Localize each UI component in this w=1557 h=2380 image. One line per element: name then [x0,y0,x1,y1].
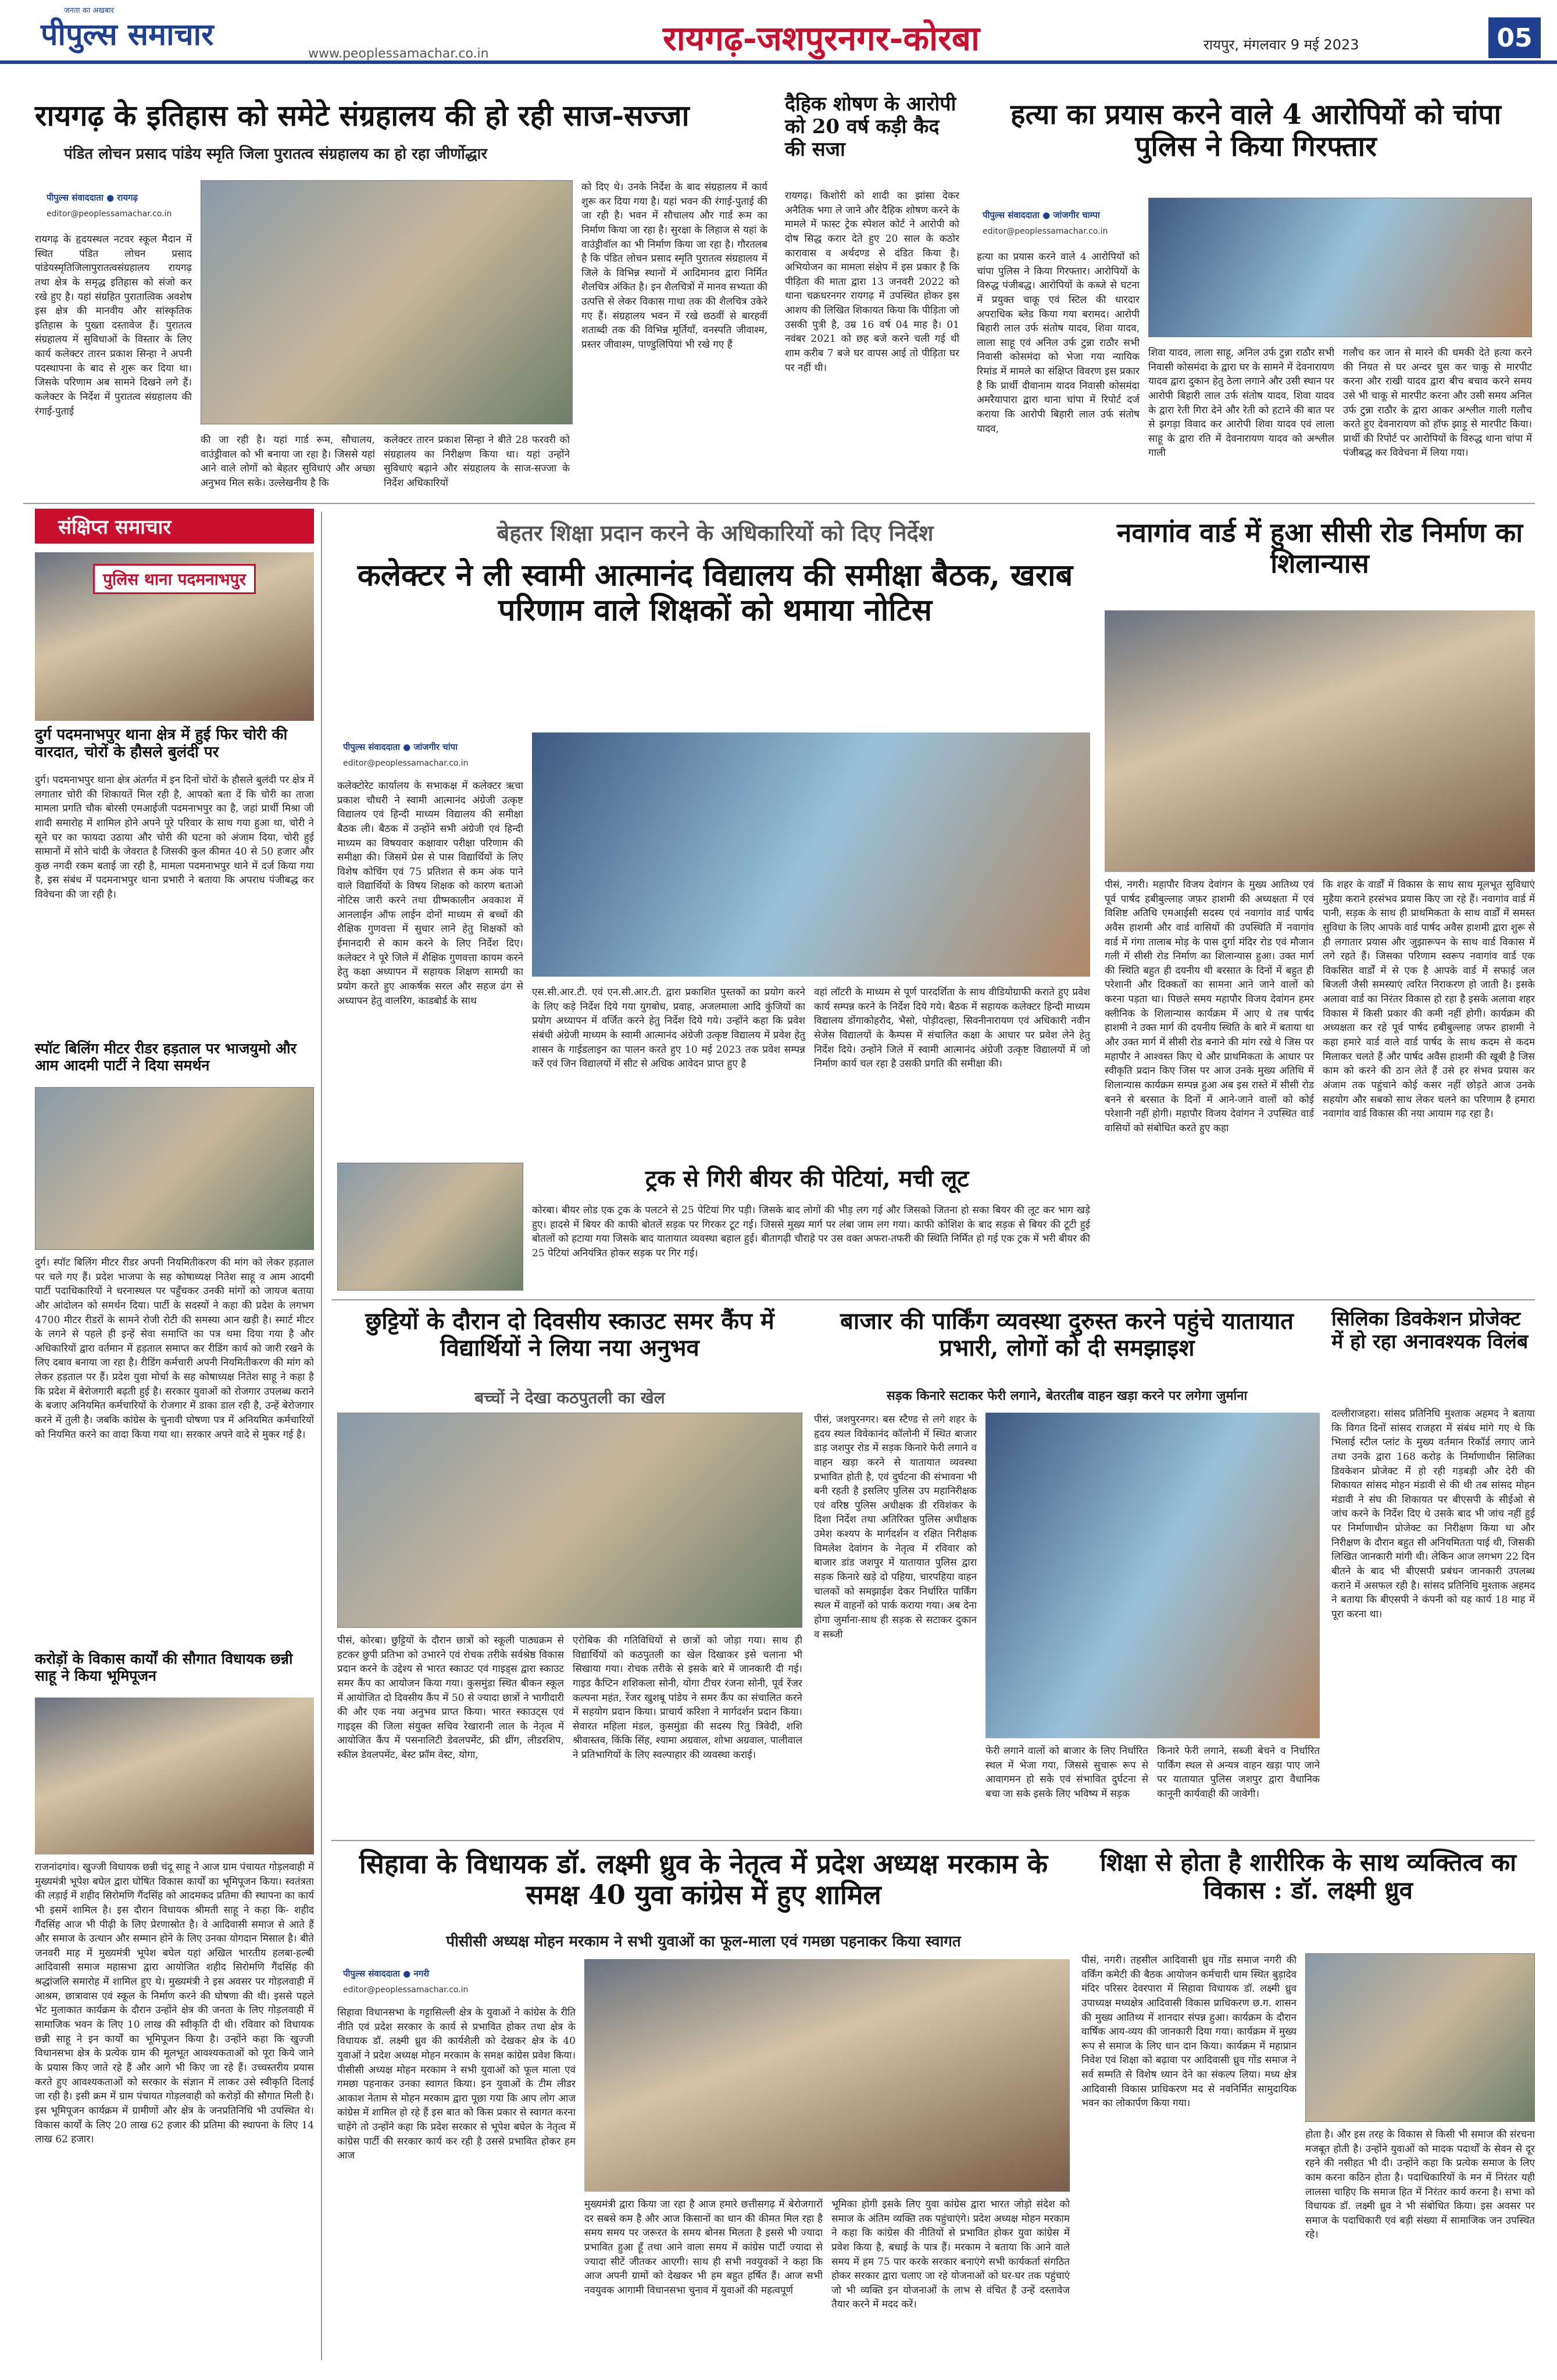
a7-body-col1: पीसं, कोरबा। छुट्टियों के दौरान छात्रों को स्कूली पाठ्यक्रम से हटकर छुपी प्रतिभा को उभारने एवं रोचक तरीके सर्वश्रेष्ठ विकास प्रदान करने के उद्देश्य से भारत स्काउट एवं गाइड्स द्वारा स्काउट समर कैंप का आयोजन किया गया। कुसमुंडा स्थित बीकन स्कूल में आयोजित दो दिवसीय कैंप में 50 से ज्यादा छात्रों ने भागीदारी की और एक नया अनुभव प्राप्त किया। भारत स्काउट्स एवं गाइड्स की जिला संयुक्त सचिव रेखारानी लाल के नेतृत्व में आयोजित कैंप में पसनालिटी डेवलपमेंट, फ्री थ्रींग, लीडरशिप, स्कील डेवलपमेंट, बेस्ट फ्रॉम वेस्ट, योगा, [337,1635,564,1761]
a4-byline: पीपुल्स संवाददाता ● जांजगीर चांपा [343,742,458,752]
a4-body-col2: एस.सी.आर.टी. एवं एन.सी.आर.टी. द्वारा प्रकाशित पुस्तकों का प्रयोग करने के लिए कड़े निर्देश दिये गया युगबोध, प्रवाह, अजलमाला आदि कुंजियों का प्रयोग अध्यापन में वर्जित करने हेतु निर्देश दिये गये। उन्होंने कहा कि प्रवेश संबंधी अंग्रेजी माध्यम के स्वामी आत्मानंद अंग्रेजी उत्कृष्ट विद्यालय में प्रवेश हेतु शासन के गाईडलाइन का पालन करते हुए 10 मई 2023 तक प्रवेश सम्पन्न करें एवं जिन विद्यालयों में सीट से अधिक आवेदन प्राप्त हुए है [532,987,805,1070]
b2-headline: स्पॉट बिलिंग मीटर रीडर हड़ताल पर भाजयुमो और आम आदमी पार्टी ने दिया समर्थन [35,1040,297,1074]
section-title: रायगढ़-जशपुरनगर-कोरबा [663,19,980,58]
a8-body-col3: किनारे फेरी लगाने, सब्जी बेचने व निर्धारित पार्किंग स्थल से अन्यत्र वाहन खड़ा पाए जाने पर यातायात पुलिस जशपुर द्वारा वैधानिक कानूनी कार्यवाही की जावेगी। [1157,1745,1320,1800]
divider-top [23,503,1535,504]
a4-headline: कलेक्टर ने ली स्वामी आत्मानंद विद्यालय की समीक्षा बैठक, खराब परिणाम वाले शिक्षकों को थमाया नोटिस [357,558,1073,628]
a8-headline: बाजार की पार्किंग व्यवस्था दुरुस्त करने पहुंचे यातायात प्रभारी, लोगों को दी समझाइश [840,1307,1294,1361]
a1-body-col1: रायगढ़ के हृदयस्थल नटवर स्कूल मैदान में स्थित पंडित लोचन प्रसाद पांडेयस्मृतिजिलापुरातत्वसंग्रहालय रायगढ़ तथा क्षेत्र के समृद्ध इतिहास को संजो कर रखे हुए है। यहां संग्रहित पुरातात्विक अवशेष इस क्षेत्र की मानवीय और सांस्कृतिक इतिहास के पुख्ता दस्तावेज हैं। पुरातत्व संग्रहालय में सुविधाओं के विस्तार के लिए कार्य कलेक्टर तारन प्रकाश सिन्हा ने अपनी पदस्थापना के बाद से शुरू कर दिया था। जिसके परिणाम अब सामने दिखने लगे हैं। कलेक्टर के निर्देश में पुरातत्व संग्रहालय की रंगाई-पुताई [35,234,192,417]
brief-news-header: संक्षिप्त समाचार [35,509,314,544]
a6-ceremony-photo [1105,610,1535,872]
a9-body: दल्लीराजहरा। सांसद प्रतिनिधि मुश्ताक अहमद ने बताया कि विगत दिनों सांसद राजहरा में संबंध मांगे गए थे कि भिलाई स्टील प्लांट के मुख्य वर्तमान रिकॉर्ड लगाए जाने तथा उनके द्वारा 168 करोड़ के निर्माणाधीन सिलिका डिवकेशन प्रोजेक्ट में हो रही गड़बड़ी और देरी की शिकायत सांसद मोहन मंडावी से की थी तब सांसद मोहन मंडावी ने संघ की शिकायत पर बीएसपी के सीईओ से जांच करने के निर्देश दिए थे उसके बाद भी जांच नहीं हुई पर निर्माणाधीन प्रोजेक्ट का निरीक्षण किया था और निरीक्षण के दौरान बहुत सी अनियमितता पाई थी, जिसकी लिखित जानकारी मांगी थी। लेकिन आज लगभग 22 दिन बीतने के बाद भी बीएसपी प्रबंधन जानकारी उपलब्ध कराने में असफल रही है। सांसद प्रतिनिधि मुश्ताक अहमद ने बताया कि बीएसपी ने कंपनी को यह कार्य 18 माह में पूरा करना था। [1331,1408,1535,1620]
a8-body-col2: फेरी लगाने वालों को बाजार के लिए निर्धारित स्थल में भेजा गया, जिससे सुचारू रूप से आवागमन हो सके एवं संभावित दुर्घटना से बचा जा सके इसके लिए भविष्य में सड़क [985,1745,1148,1800]
a6-headline: नवागांव वार्ड में हुआ सीसी रोड निर्माण का शिलान्यास [1116,517,1523,579]
b3-body: राजनांदगांव। खुज्जी विधायक छन्नी चंदू साहू ने आज ग्राम पंचायत गोड़लवाही में मुख्यमंत्री भूपेश बघेल द्वारा घोषित विकास कार्यों का भूमिपूजन किया। स्वतंत्रता की लड़ाई में शहीद सिरोमणि गैंदसिंह को आदमकद प्रतिमा की स्थापना का कार्य भी इसमें शामिल है। इस दौरान विधायक श्रीमती साहू ने कहा कि- शहीद गैंदसिंह आज भी पीढ़ी के लिए प्रेरणास्रोत है। वे आदिवासी समाज से आते हैं और समाज के उत्थान और सम्मान होने के लिए उनका योगदान मिसाल है। बीते जनवरी माह में मुख्यमंत्री भूपेश बघेल यहां अखिल भारतीय हलबा-हल्बी आदिवासी समाज महासभा द्वारा आयोजित शहीद सिरोमणि गैंदसिंह की श्रद्धांजलि समारोह में शामिल हुए थे। मुख्यमंत्री ने इस अवसर पर गोड़लवाही में आश्रम, छात्रावास एवं स्कूल के निर्माण करने की घोषणा की थी। इससे पहले भेंट मुलाकात कार्यक्रम के दौरान उन्होंने क्षेत्र की जनता के लिए गोड़लवाही में सामाजिक भवन के लिए 10 लाख की स्वीकृति दी थी। रविवार को विधायक छन्नी साहू ने इन कार्यों का भूमिपूजन किया है। उन्होंने कहा कि खुज्जी विधानसभा क्षेत्र के प्रत्येक ग्राम की मूलभूत आवश्यकताओं को पूरा किये जाने के प्रयास किए जाते रहे हैं और आगे भी किए जा रहे हैं। उच्चस्तरीय प्रयास करते हुए आवश्यकताओं को सरकार के संज्ञान में लाकर उसे स्वीकृति दिलाई जा रही है। इसी क्रम में ग्राम पंचायत गोड़लवाही को करोड़ों की सौगात मिली है। इस भूमिपूजन कार्यक्रम में ग्रामीणों और क्षेत्र के जनप्रतिनिधि भी उपस्थित थे। विकास कार्यों के लिए 20 लाख 62 हजार की प्रतिमा की स्थापना के लिए 14 लाख 62 हजार। [35,1861,314,2146]
a1-museum-photo [201,180,573,424]
b1-police-station-photo [35,552,314,721]
a10-congress-photo [584,1959,1070,2192]
a4-kicker: बेहतर शिक्षा प्रदान करने के अधिकारियों को दिए निर्देश [497,520,934,546]
a8-traffic-photo [985,1413,1320,1738]
a4-email: editor@peoplessamachar.co.in [343,759,469,768]
a10-body-col2: मुख्यमंत्री द्वारा किया जा रहा है आज हमारे छत्तीसगढ़ में बेरोजगारों दर सबसे कम है और आज किसानों का धान की कीमत मिल रहा है समय समय पर जरूरत के समय बोनस मिलता है इससे भी ज्यादा प्रभावित हुआ हूँ तथा आने वाला समय में कांग्रेस पार्टी ज्यादा से ज्यादा सीटें जीतकर आएगी। साथ ही सभी नवयुवकों ने कहा कि आज अपनी ग्रामों को देखकर भी हम बहुत हर्षित हैं। आज सभी नवयुवक आगामी विधानसभा चुनाव में युवाओं की महत्वपूर्ण [584,2199,823,2296]
a11-body-col2: होता है। और इस तरह के विकास से किसी भी समाज की संरचना मजबूत होती है। उन्होंने युवाओं को मादक पदार्थों के सेवन से दूर रहने की नसीहत भी दी। उन्होंने कहा कि प्रत्येक समाज के लिए काम करना कठिन होता है। पदाधिकारियों के मन में निरंतर यही लालसा चाहिए कि समाज हित में निरंतर कार्य करना है। सभा को विधायक डॉ. लक्ष्मी ध्रुव ने भी संबोधित किया। इस अवसर पर समाज के पदाधिकारी एवं बड़ी संख्या में सामाजिक जन उपस्थित रहे। [1305,2129,1535,2241]
a6-body-col1: पीसं, नगरी। महापौर विजय देवांगन के मुख्य आतिथ्य एवं पूर्व पार्षद हबीबुल्लाह जफ़र हाशमी की अध्यक्षता में एवं विशिष्ट अतिथि एमआईसी सदस्य एवं नवागांव वार्ड पार्षद अवैस हाशमी और वार्ड वासियों की उपस्थिति में नवागांव वार्ड में गंगा तालाब मोड़ के पास दुर्गा मंदिर रोड एवं मौजान गली में सीसी रोड निर्माण का शिलान्यास हुआ। उक्त मार्ग की स्थिति बहुत ही दयनीय थी बरसात के दिनों में बहुत ही परेशानी और दिक्कतों का सामना आने जाने वालों को करना पड़ता था। पिछले समय महापौर विजय देवांगन हमर क्लीनिक के शिलान्यास कार्यक्रम में आए थे तब पार्षद हाशमी ने उक्त मार्ग की दयनीय स्थिति के बारे में बताया था और उक्त मार्ग में सीसी रोड बनाने की मांग रखे थे जिस पर महापौर ने आश्वस्त किए थे और प्राथमिकता के आधार पर स्वीकृति प्रदान किए जिस पर आज उनके मुख्य अतिथि में शिलान्यास कार्यक्रम सम्पन्न हुआ अब इस रास्ते में सीसी रोड बनने से बरसात के दिनों में आने-जाने वालों को कोई परेशानी नहीं होगी। महापौर विजय देवांगन ने उपस्थित वार्ड वासियों को संबोधित करते हुए कहा [1105,879,1314,1134]
a10-body-col3: भूमिका होगी इसके लिए युवा कांग्रेस द्वारा भारत जोड़ो संदेश को समाज के अंतिम व्यक्ति तक पहुंचाएंगे। प्रदेश अध्यक्ष मोहन मरकाम ने कहा कि कांग्रेस की नीतियों से प्रभावित होकर युवा कांग्रेस में प्रवेश किया है, बधाई के पात्र हैं। मरकाम ने बताया कि आने वाले समय में हम 75 पार करके सरकार बनाएंगे सभी कार्यकर्ता संगठित होकर सरकार द्वारा चलाए जा रहे योजनाओं को घर-घर तक पहुंचाएं जो भी व्यक्ति इन योजनाओं के लाभ से वंचित हैं उन्हें दस्तावेज तैयार करने में मदद करें। [831,2199,1070,2311]
divider-sidebar [321,512,322,2360]
a10-body-col1: सिहावा विधानसभा के गट्टासिल्ली क्षेत्र के युवाओं ने कांग्रेस के रीति नीति एवं प्रदेश सरकार के कार्य से प्रभावित होकर तथा क्षेत्र के विधायक डॉ. लक्ष्मी ध्रुव की कार्यशैली को देखकर क्षेत्र के 40 युवाओं ने प्रदेश अध्यक्ष मोहन मरकाम के समक्ष कांग्रेस प्रवेश किया। पीसीसी अध्यक्ष मोहन मरकाम ने सभी युवाओं को फूल माला एवं गमछा पहनाकर उनका स्वागत किया। इन युवाओं के टीम लीडर आकाश नेताम से मोहन मरकाम द्वारा पूछा गया कि आप लोग आज कांग्रेस में शामिल हो रहे हैं इस बात को किस प्रकार से स्वागत करना चाहेंगे तो उन्होंने कहा कि प्रदेश सरकार से भूपेश बघेल के नेतृत्व में कांग्रेस पार्टी की सरकार कार्य कर रही है उससे प्रभावित होकर हम आज [337,2007,576,2162]
a2-body: रायगढ़। किशोरी को शादी का झांसा देकर अनैतिक भगा ले जाने और दैहिक शोषण करने के मामले में फास्ट ट्रेक स्पेशल कोर्ट ने आरोपी को दोष सिद्ध करार देते हुए 20 साल के कठोर कारावास व अर्थदण्ड से दंडित किया है। अभियोजन का मामला संक्षेप में इस प्रकार है कि पीड़िता की माता द्वारा 13 जनवरी 2022 को थाना चक्रधरनगर रायगढ़ में उपस्थित होकर इस आशय की लिखित शिकायत किया कि पीड़िता जो उसकी पुत्री है, उम्र 16 वर्ष 04 माह है। 01 नवंबर 2021 को छह बजे करने चली गई थी शाम करीब 7 बजे घर वापस आई तो पीड़िता घर पर नहीं थी। [785,190,959,374]
a10-headline: सिहावा के विधायक डॉ. लक्ष्मी ध्रुव के नेतृत्व में प्रदेश अध्यक्ष मरकाम के समक्ष 40 युवा कांग्रेस में हुए शामिल [359,1848,1048,1910]
a5-truck-photo [337,1163,523,1291]
a1-byline: पीपुल्स संवाददाता ● रायगढ़ [47,192,138,203]
masthead [0,0,1557,64]
a5-headline: ट्रक से गिरी बीयर की पेटियां, मची लूट [645,1165,969,1192]
newspaper-logo: पीपुल्स समाचार [41,17,214,52]
a10-byline: पीपुल्स संवाददाता ● नगरी [343,1968,430,1979]
divider-bottom [331,1840,1535,1841]
a6-body-col2: कि शहर के वार्डों में विकास के साथ साथ मूलभूत सुविधाएं मुहैया कराने हरसंभव प्रयास किए जा रहे हैं। नवागांव वार्ड में पानी, सड़क के साथ ही प्राथमिकता के साथ वार्डों में समस्त सुविधा के लिए आपके वार्ड पार्षद अवैस हाशमी द्वारा शुरू से ही लगातार प्रयास और जुझारूपन के साथ वार्ड विकास में लगे रहते हैं। जिसका परिणाम स्वरूप नवागांव वार्ड एक विकसित वार्डों में से एक है आपके वार्ड में सफाई जल बिजली जैसी समस्याएं त्वरित निराकरण हो जाती है। इसके अलावा वार्ड का निरंतर विकास हो रहा है इसके अलावा शहर विकास में किसी प्रकार की कमी नहीं होगी। कार्यक्रम की अध्यक्षता कर रहे पूर्व पार्षद हबीबुल्लाह जफर हाशमी ने कहा हमारे वार्ड वाले वार्ड पार्षद के साथ कदम से कदम मिलाकर चलते हैं और पार्षद अवैस हाशमी की खूबी है जिस काम को करने की ठान लेते हैं उसे हर संभव प्रयास कर अंजाम तक पहुंचाने कोई कसर नहीं छोड़ते आज उनके सहयोग और सबको साथ लेकर चलने का परिणाम है हमारा नवागांव वार्ड विकास की नया आयाम गढ़ रहा है। [1323,879,1535,1120]
a5-body: कोरबा। बीयर लोड एक ट्रक के पलटने से 25 पेटियां गिर पड़ी। जिसके बाद लोगों की भीड़ लग गई और जिसको जितना हो सका बियर की लूट कर भाग खड़े हुए। हादसे में बियर की काफी बोतलें सड़क पर गिरकर टूट गई। जिससे मुख्य मार्ग पर लंबा जाम लग गया। काफी कोशिश के बाद सड़क से बियर की टूटी हुई बोतलों को हटाया गया जिसके बाद यातायात व्यवस्था बहाल हुई। बीतागढ़ी चौराहे पर उस वक्त अफरा-तफरी की स्थिति निर्मित हो गई एक ट्रक में भरी बीयर की 25 पेटियां अनियंत्रित होकर सड़क पर गिर गई। [532,1205,1090,1259]
a1-subheadline: पंडित लोचन प्रसाद पांडेय स्मृति जिला पुरातत्व संग्रहालय का हो रहा जीर्णोद्धार [64,145,488,163]
b2-body: दुर्ग। स्पॉट बिलिंग मीटर रीडर अपनी नियमितीकरण की मांग को लेकर हड़ताल पर चले गए हैं। प्रदेश भाजपा के सह कोषाध्यक्ष नितेश साहू व आम आदमी पार्टी पदाधिकारियों ने धरनास्थल पर पहुँचकर उनकी मांगों को जायज बताया और आंदोलन को समर्थन दिया। पार्टी के सदस्यों ने कहा की प्रदेश के लगभग 4700 मीटर रीडरों के सामने रोजी रोटी की समस्या आन खड़ी है। स्मार्ट मीटर के लगने से पहले ही इन्हें सेवा समाप्ति का पत्र थमा दिया गया है और अधिकारियों द्वारा वर्तमान में हड़ताल समाप्त कर रीडिंग कार्य को जारी रखने के लिए दबाव बनाया जा रहा है। रीडिंग कर्मचारी अपनी नियमितीकरण की मांग को लेकर हड़ताल पर हैं। प्रदेश युवा मोर्चा के सह कोषाध्यक्ष नितेश साहू ने कहा है कि प्रदेश में बेरोजगारी बढ़ती हुई है। सरकार युवाओं को रोजगार उपलब्ध कराने के बजाए अनियमित कर्मचारियों के रोजगार में डाका डाल रही है, उन्हें बेरोजगार करने में तुली है। जबकि कांग्रेस के चुनावी घोषणा पत्र में अनियमित कर्मचारियों को नियमित करने का वादा किया गया था। सरकार अपने वादे से मुकर गई है। [35,1257,314,1441]
a7-subheadline: बच्चों ने देखा कठपुतली का खेल [474,1388,665,1407]
a1-body-col3: कलेक्टर तारन प्रकाश सिन्हा ने बीते 28 फरवरी को संग्रहालय का निरीक्षण किया था। यहां उन्होंने सुविधाएं बढ़ाने और संग्रहालय के साज-सज्जा के निर्देश अधिकारियों [384,434,570,489]
a3-body-col3: गलौच कर जान से मारने की धमकी देते हत्या करने की नियत से घर अन्दर घुस कर चाकू से मारपीट करना और राखी यादव द्वारा बीच बचाव करने समय उसे भी चाकू से मारपीट करना और उसी समय अनिल उर्फ टुन्ना राठौर के द्वारा आकर अश्लील गाली गलौच करते हुए देवनारायण को हॉफ झाड़ू से मारपीट किया। प्रार्थी की रिपोर्ट पर आरोपियों के विरुद्ध थाना चांपा में पंजीबद्ध कर विवेचना में लिया गया। [1343,347,1532,459]
a3-body-col1: हत्या का प्रयास करने वाले 4 आरोपियों को चांपा पुलिस ने किया गिरफ्तार। आरोपियों के विरुद्ध पंजीबद्ध। आरोपियों के कब्जे से घटना में प्रयुक्त चाकू एवं स्टिल की धारदार अपराधिक ब्लेड किया गया बरामद। आरोपी बिहारी लाल उर्फ संतोष यादव, शिवा यादव, लाला साहू एवं अनिल उर्फ टुन्ना राठौर सभी निवासी कोसमंदा को भेजा गया न्यायिक रिमांड में मामले का संक्षिप्त विवरण इस प्रकार है कि प्रार्थी दीवानाम यादव निवासी कोसमंदा अमरैयापारा द्वारा थाना चांपा में रिपोर्ट दर्ज कराया कि आरोपी बिहारी लाल उर्फ संतोष यादव, [977,251,1140,435]
a1-body-col4: को दिए थे। उनके निर्देश के बाद संग्रहालय में कार्य शुरू कर दिया गया है। यहां भवन की रंगाई-पुताई की जा रही है। भवन में सौचालय और गार्ड रूम का निर्माण किया जा रहा है। सुरक्षा के लिहाज से यहां के वाउंड्रीवॉल का भी निर्माण किया जा रहा है। गौरतलब है कि पंडित लोचन प्रसाद स्मृति पुरातत्व संग्रहालय में जिले के विभिन्न स्थानों में आदिमानव द्वारा निर्मित शैलचित्र अंकित है। इन शैलचित्रों में मानव सभ्यता की उत्पत्ति से लेकर विकास गाथा तक की शैलचित्र उकेरे गए हैं। संग्रहालय भवन में रखे छठवीं से बारहवीं शताब्दी तक की विभिन्न मूर्तियाँ, वनस्पति जीवाश्म, प्रस्तर जीवाश्म, पाण्डुलिपियां भी रखे गए हैं [581,181,767,351]
a4-body-col3: वहां लॉटरी के माध्यम से पूर्ण पारदर्शिता के साथ वीडियोग्राफी कराते हुए प्रवेश कार्य सम्पन्न करने के निर्देश दिये गये। बैठक में सहायक कलेक्टर हिन्दी माध्यम विद्यालय डोंगाकोहरौद, भैसो, पोड़ीदल्हा, सिवनीनारायण एवं अधिकारी नवीन सेजेस विद्यालयों के कैम्पस में संचालित कक्षा के आधार पर प्रवेश लेने हेतु निर्देश दिये। उन्होंने जिले में स्वामी आत्मानंद अंग्रेजी उत्कृष्ट विद्यालयों में जो निर्माण कार्य चल रहा है उसकी प्रगति की समीक्षा की। [814,987,1090,1070]
a10-email: editor@peoplessamachar.co.in [343,1985,469,1995]
logo-tagline: जनता का अखबार [64,6,114,15]
a3-byline: पीपुल्स संवाददाता ● जांजगीर चाम्पा [983,210,1100,220]
police-station-sign: पुलिस थाना पदमनाभपुर [93,564,256,594]
a8-body-col1: पीसं, जशपुरनगर। बस स्टैण्ड से लगे शहर के हृदय स्थल विवेकानंद कॉलोनी में स्थित बाजार डाड़ जशपुर रोड में सड़क किनारे फेरी लगाने व वाहन खड़ा करने से यातायात व्यवस्था प्रभावित होती है, एवं दुर्घटना की संभावना भी बनी रहती है इसलिए पुलिस उप महानिरीक्षक एवं वरिष्ठ पुलिस अधीक्षक डी रविशंकर के दिशा निर्देश तथा अतिरिक्त पुलिस अधीक्षक उमेश कश्यप के मार्गदर्शन व रक्षित निरीक्षक विमलेश देवांगन के नेतृत्व में रविवार को बाजार डांड जशपुर में यातायात पुलिस द्वारा सड़क किनारे खड़े दो पहिया, चारपहिया वाहन चालकों को समझाईश देकर निर्धारित पार्किंग स्थल में वाहनों को पार्क कराया गया। अब देना होगा जुर्माना-साथ ही सड़क से सटाकर दुकान व सब्जी [814,1414,977,1641]
a11-body-col1: पीसं, नगरी। तहसील आदिवासी ध्रुव गोंड समाज नगरी की वर्किंग कमेटी की बैठक आयोजन कर्मचारी धाम स्थित बुड़ादेव मंदिर परिसर देवरपारा में सिहावा विधायक डॉ. लक्ष्मी ध्रुव उपाध्यक्ष मध्यक्षेत्र आदिवासी विकास प्राधिकरण छ.ग. शासन की मुख्य आतिथ्य में शानदार संपन्न हुआ। कार्यक्रम के दौरान वार्षिक आय-व्यय की जानकारी दिया गया। कार्यक्रम में मुख्य रूप से समाज के लिए धान दान किया। कार्यक्रम में महाप्रान निवेश एवं शिक्षा को बढ़ावा पर आदिवासी ध्रुव गोंड समाज ने सर्व सम्मति से विशेष ध्यान देने का संकल्प लिया। मध्य क्षेत्र आदिवासी विकास प्राधिकरण मद से नवनिर्मित सामुदायिक भवन का लोकार्पण किया गया। [1081,1954,1297,2110]
a7-headline: छुट्टियों के दौरान दो दिवसीय स्काउट समर कैंप में विद्यार्थियों ने लिया नया अनुभव [365,1307,774,1361]
divider-mid [331,1299,1535,1300]
a4-body-col1: कलेक्टोरेट कार्यालय के सभाकक्ष में कलेक्टर ऋचा प्रकाश चौधरी ने स्वामी आत्मानंद अंग्रेजी उत्कृष्ट विद्यालय एवं हिन्दी माध्यम विद्यालय की समीक्षा बैठक ली। बैठक में उन्होंने सभी अंग्रेजी एवं हिन्दी माध्यम का विषयवार कक्षावार परीक्षा परिणाम की समीक्षा की। जिसमें प्रेस से पास विद्यार्थियों के लिए विशेष कोचिंग एवं 75 प्रतिशत से कम अंक पाने वाले विद्यार्थियों के विषय शिक्षक को कारण बताओ नोटिस जारी करने तथा ग्रीष्मकालीन अवकाश में आनलाईन ऑफ लाईन दोनों माध्यम से बच्चों की शैक्षिक गुणवत्ता में सुधार लाने हेतु शिक्षकों को ईमानदारी से काम करने के लिए निर्देश दिए। कलेक्टर ने पूरे जिले में शैक्षिक गुणवत्ता कायम करने हेतु कक्षा अध्यापन में सहायक शिक्षण सामग्री का प्रयोग करते हुए आकर्षक सरल और सहज ढंग से अध्यापन हेतु वालरिग, काडबोर्ड के साथ [337,780,523,1007]
a1-headline: रायगढ़ के इतिहास को समेटे संग्रहालय की हो रही साज-सज्जा [35,98,690,133]
a10-subheadline: पीसीसी अध्यक्ष मोहन मरकाम ने सभी युवाओं का फूल-माला एवं गमछा पहनाकर किया स्वागत [446,1933,961,1950]
a9-headline: सिलिका डिवकेशन प्रोजेक्ट में हो रहा अनावश्यक विलंब [1331,1307,1529,1354]
a11-headline: शिक्षा से होता है शारीरिक के साथ व्यक्तित्व का विकास : डॉ. लक्ष्मी ध्रुव [1100,1848,1516,1905]
b2-protest-photo [35,1087,314,1250]
b1-headline: दुर्ग पदमनाभपुर थाना क्षेत्र में हुई फिर चोरी की वारदात, चोरों के हौसले बुलंदी पर [35,726,288,761]
b3-bhoomipujan-photo [35,1698,314,1854]
dateline: रायपुर, मंगलवार 9 मई 2023 [1204,37,1359,53]
a4-meeting-photo [532,732,1090,977]
a3-body-col2: शिवा यादव, लाला साहू, अनिल उर्फ टुन्ना राठौर सभी निवासी कोसमंदा के द्वारा घर के सामने में देवनारायण यादव द्वारा दुकान हेतु ठेला लगाने और उसी स्थान पर आरोपी बिहारी लाल उर्फ संतोष यादव, शिवा यादव के द्वारा रेती गिरा देने और रेती को हटाने की बात पर से झगड़ा विवाद कर आरोपी शिवा यादव एवं लाला साहू के द्वारा रति में देवनारायण यादव को अश्लील गाली [1148,347,1334,459]
a1-body-col2: की जा रही है। यहां गार्ड रूम, सौचालय, वाउंड्रीवाल को भी बनाया जा रहा है। जिससे यहां आने वाले लोगों को बेहतर सुविधाएं और अच्छा अनुभव मिल सके। उल्लेखनीय है कि [201,434,375,489]
a1-email: editor@peoplessamachar.co.in [47,209,172,219]
a8-subheadline: सड़क किनारे सटाकर फेरी लगाने, बेतरतीब वाहन खड़ा करने पर लगेगा जुर्माना [886,1389,1248,1403]
a3-arrest-photo [1148,198,1532,337]
a2-headline: दैहिक शोषण के आरोपी को 20 वर्ष कड़ी कैद की सजा [785,92,956,162]
b3-headline: करोड़ों के विकास कार्यों की सौगात विधायक छन्नी साहू ने किया भूमिपूजन [35,1650,293,1684]
page-number: 05 [1488,17,1541,58]
website-link[interactable]: www.peoplessamachar.co.in [308,47,489,61]
a3-email: editor@peoplessamachar.co.in [983,227,1108,236]
a7-body-col2: एरोबिक की गतिविधियों से छात्रों को जोड़ा गया। साथ ही विद्यार्थियों को कठपुतली का खेल दिखाकर इसे चलाना भी सिखाया गया। रोचक तरीके से इसके बारे में जानकारी दी गई। गाइड कैप्टिन शशिकला सोनी, योगा टीचर रंजना सोनी, पूर्व रेंजर कल्पना महंत, रेंजर खुशबू पांडेय ने समर कैंप का संचालित करने में सहयोग प्रदान किया। प्राचार्य करिशा ने मार्गदर्शन प्रदान किया। सेवारत महिला मंडल, कुसमुंडा की सदस्य रितु त्रिवेदी, शशि श्रीवास्तव, किंकि सिंह, श्यामा अग्रवाल, शोभा अग्रवाल, पालीवाल ने प्रतिभागियों के लिए स्वल्पाहार की व्यवस्था कराई। [573,1635,802,1761]
b1-body: दुर्ग। पदमनाभपुर थाना क्षेत्र अंतर्गत में इन दिनों चोरों के हौसले बुलंदी पर क्षेत्र में लगातार चोरी की शिकायतें मिल रही है, आपको बता दें कि चोरी का ताजा मामला प्रगति चौक बोरसी एमआईजी पदमनाभपुर का है, जहां प्रार्थी मिश्रा जी शादी समारोह में शामिल होने अपने पूरे परिवार के साथ गया हुआ था, चोरी ने सूने घर का फायदा उठाया और चोरी की घटना को अंजाम दिया, चोरी हुई सामानों में सोने चांदी के जेवरात है जिसकी कुल कीमत 40 से 50 हजार और कुछ नगदी रकम बताई जा रही है, मामला पदमनाभपुर थाने में दर्ज किया गया है, इस संबंध में पदमनाभपुर थाना प्रभारी ने बताया कि अपराध पंजीबद्ध कर विवेचना की जा रही है। [35,774,314,901]
a7-camp-photo [337,1413,802,1628]
a3-headline: हत्या का प्रयास करने वाले 4 आरोपियों को चांपा पुलिस ने किया गिरफ्तार [1010,98,1501,163]
a11-meeting-photo [1305,1953,1535,2122]
